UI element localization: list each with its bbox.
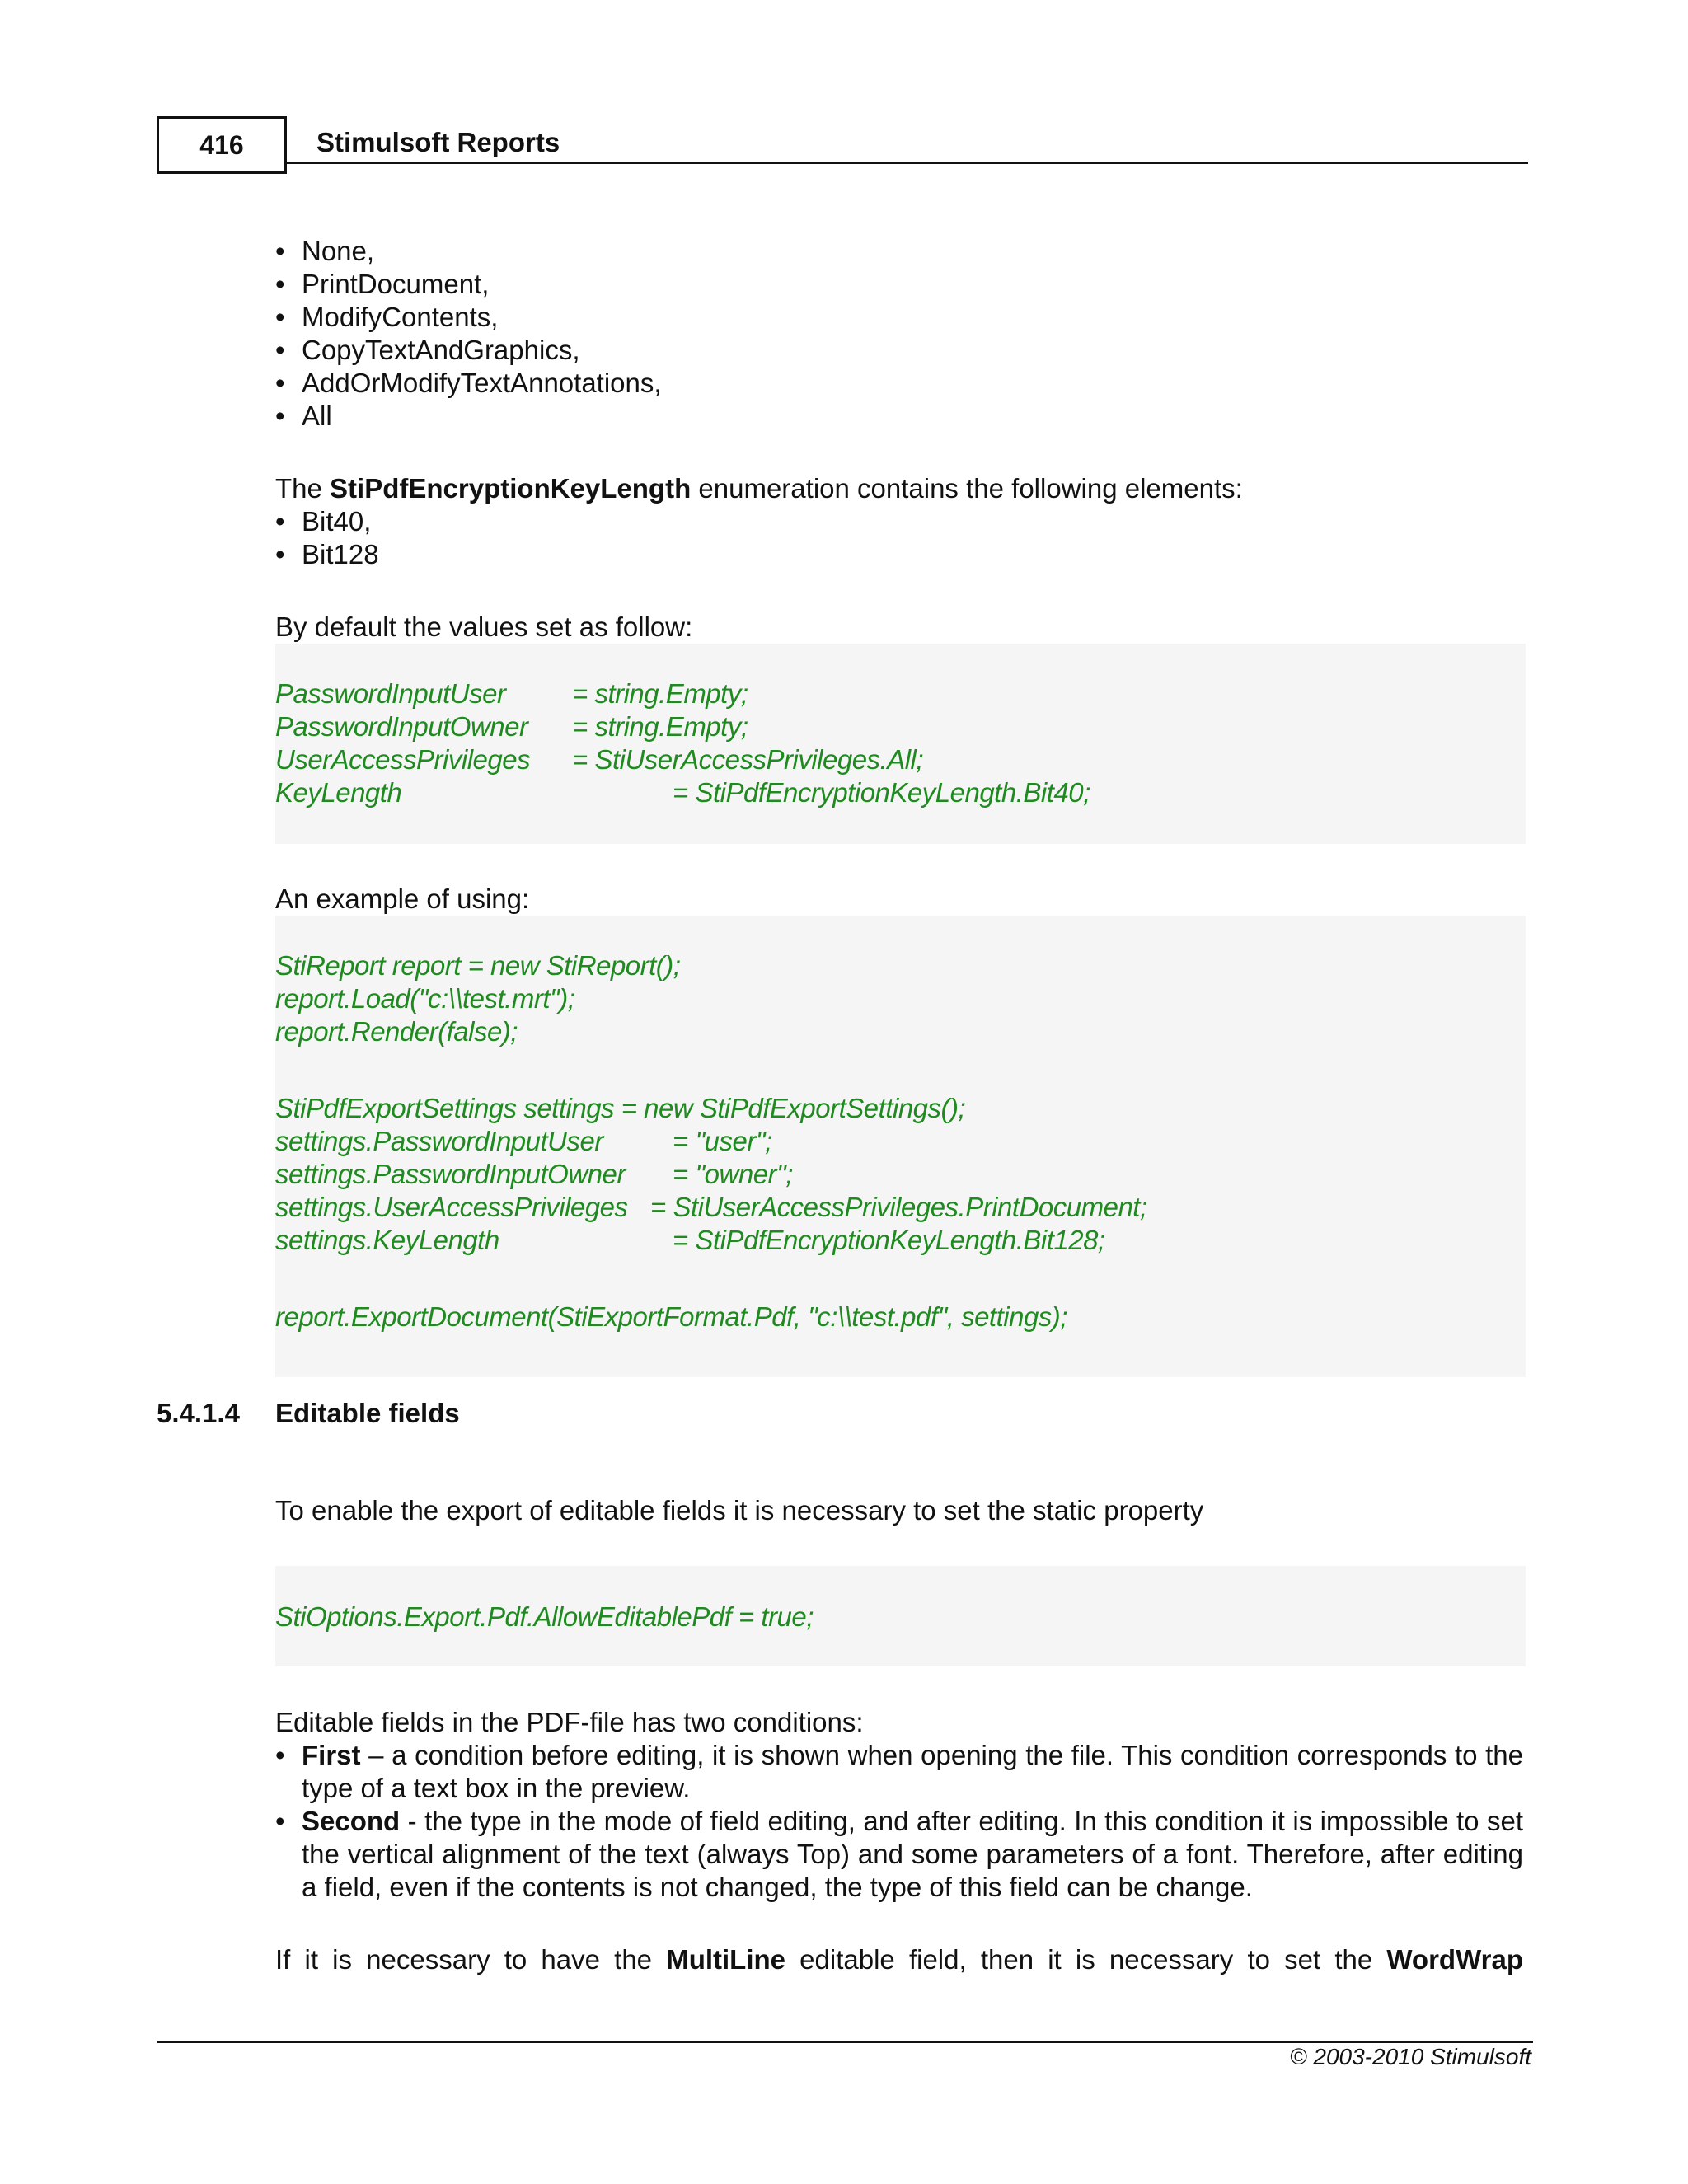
conditions-intro: Editable fields in the PDF-file has two conditions:: [275, 1707, 864, 1737]
keylength-intro: The StiPdfEncryptionKeyLength enumeration contains the following elements:: [275, 473, 1243, 504]
list-item: • Bit128: [275, 539, 379, 569]
code-line: settings.PasswordInputOwner = "owner";: [275, 1159, 793, 1189]
permissions-list: [275, 235, 662, 433]
header-title: Stimulsoft Reports: [316, 127, 560, 157]
list-item: • Bit40,: [275, 506, 372, 537]
footer-divider: [157, 2041, 1533, 2043]
page-number: 416: [157, 116, 287, 174]
code-line: settings.PasswordInputUser = "user";: [275, 1126, 772, 1156]
section-title: Editable fields: [275, 1398, 460, 1428]
code-line: report.Render(false);: [275, 1016, 518, 1047]
list-item: • AddOrModifyTextAnnotations,: [275, 368, 662, 398]
list-item: • ModifyContents,: [275, 302, 499, 332]
multiline-paragraph: If it is necessary to have the MultiLine editable field, then it is necessary to set the WordWrap: [275, 1944, 1523, 1975]
condition-item-first: • First – a condition before editing, it is shown when opening the file. This condition corresponds to the type of a text box in the preview.: [275, 1740, 1523, 1803]
code-line: report.ExportDocument(StiExportFormat.Pdf, "c:\\test.pdf", settings);: [275, 1301, 1067, 1332]
code-line: PasswordInputOwner = string.Empty;: [275, 711, 748, 742]
code-line: PasswordInputUser = string.Empty;: [275, 678, 748, 709]
code-line: settings.KeyLength = StiPdfEncryptionKeyLength.Bit128;: [275, 1225, 1105, 1255]
code-line: StiOptions.Export.Pdf.AllowEditablePdf = true;: [275, 1601, 814, 1632]
keylength-list: [275, 505, 379, 571]
list-item: • PrintDocument,: [275, 269, 490, 299]
code-line: UserAccessPrivileges = StiUserAccessPrivileges.All;: [275, 744, 924, 775]
footer-copyright: © 2003-2010 Stimulsoft: [1289, 2044, 1531, 2069]
enable-paragraph: To enable the export of editable fields it is necessary to set the static property: [275, 1495, 1204, 1526]
condition-item-second: • Second - the type in the mode of field editing, and after editing. In this condition it is impossible to set the vertical alignment of the text (always Top) and some parameters of a font. Therefore, after editing a field, even if the contents is not changed, the type of this field can be change.: [275, 1806, 1523, 1902]
defaults-intro: By default the values set as follow:: [275, 612, 693, 642]
list-item: • None,: [275, 236, 375, 266]
list-item: • All: [275, 401, 332, 431]
code-line: report.Load("c:\\test.mrt");: [275, 983, 575, 1014]
header-divider: [287, 162, 1528, 164]
code-line: settings.UserAccessPrivileges = StiUserAccessPrivileges.PrintDocument;: [275, 1192, 1147, 1222]
code-line: StiReport report = new StiReport();: [275, 950, 681, 981]
code-line: StiPdfExportSettings settings = new StiPdfExportSettings();: [275, 1093, 966, 1123]
code-line: KeyLength = StiPdfEncryptionKeyLength.Bit40;: [275, 777, 1090, 808]
example-intro: An example of using:: [275, 883, 530, 914]
list-item: • CopyTextAndGraphics,: [275, 335, 580, 365]
section-number: 5.4.1.4: [157, 1398, 240, 1428]
